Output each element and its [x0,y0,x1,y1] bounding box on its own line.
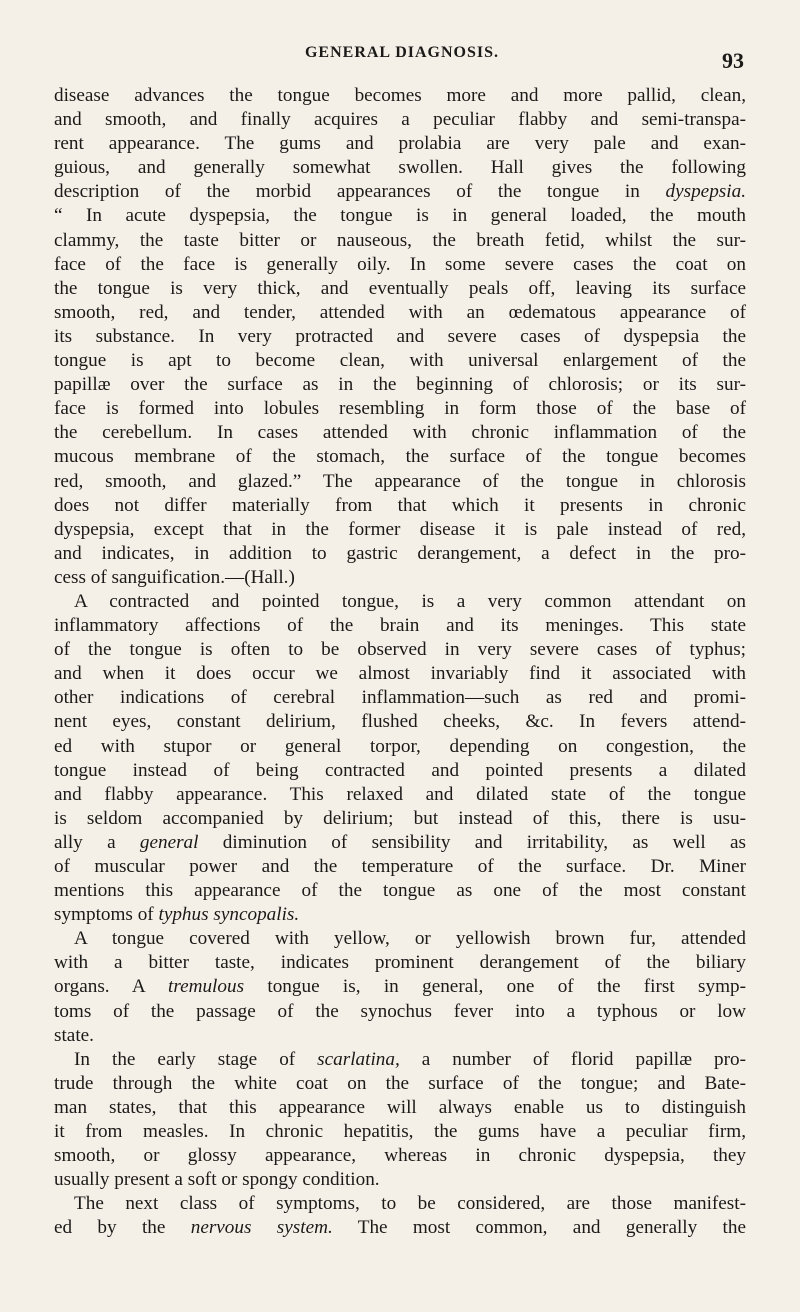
text-line [54,229,746,253]
text-run: description of the morbid appearances of the tongue in [54,181,666,203]
text-line [54,855,746,879]
text-run: with a bitter taste, indicates prominent derangement of the biliary [54,952,746,974]
page-header [60,44,744,74]
text-line [54,397,746,421]
text-run: inflammatory affections of the brain and its meninges. This state [54,615,746,637]
text-run: its substance. In very protracted and severe cases of dyspepsia the [54,325,746,347]
text-line [54,710,746,734]
text-run: it from measles. In chronic hepatitis, the gums have a peculiar firm, [54,1121,746,1143]
text-run: state. [54,1024,94,1046]
text-run: and when it does occur we almost invariably find it associated with [54,663,746,685]
text-run: ally a [54,831,140,853]
text-line [54,301,746,325]
text-line [54,1048,746,1072]
text-run: and flabby appearance. This relaxed and dilated state of the tongue [54,783,746,805]
text-run: trude through the white coat on the surface of the tongue; and Bate- [54,1072,746,1094]
text-line [54,494,746,518]
text-run: of the tongue is often to be observed in very severe cases of typhus; [54,639,746,661]
text-line [54,180,746,204]
text-line [54,373,746,397]
text-line [54,1168,746,1192]
text-line [54,879,746,903]
text-run: does not differ materially from that which it presents in chronic [54,494,746,516]
text-line [54,638,746,662]
text-run: organs. A [54,976,168,998]
text-run: and smooth, and finally acquires a peculiar flabby and semi-transpa- [54,109,746,131]
text-run: nent eyes, constant delirium, flushed cheeks, &c. In fevers attend- [54,711,746,733]
text-run: rent appearance. The gums and prolabia are very pale and exan- [54,133,746,155]
text-line [54,566,746,590]
text-run: clammy, the taste bitter or nauseous, the breath fetid, whilst the sur- [54,229,746,251]
text-run: “ In acute dyspepsia, the tongue is in general loaded, the mouth [54,205,746,227]
text-line [54,445,746,469]
text-run: usually present a soft or spongy condition. [54,1169,380,1191]
text-run: tongue is apt to become clean, with universal enlargement of the [54,350,746,372]
text-line [54,927,746,951]
text-run: ed by the [54,1217,191,1239]
text-line [54,759,746,783]
text-line [54,542,746,566]
body-text [54,84,746,1241]
text-run: red, smooth, and glazed.” The appearance of the tongue in chlorosis [54,470,746,492]
text-run: tongue is, in general, one of the first symp- [244,976,746,998]
text-run: the cerebellum. In cases attended with chronic inflammation of the [54,422,746,444]
text-line [54,590,746,614]
text-line [54,1144,746,1168]
text-run: The most common, and generally the [332,1217,746,1239]
text-run: smooth, red, and tender, attended with an œdematous appearance of [54,301,746,323]
text-line [54,831,746,855]
text-run: face is formed into lobules resembling in form those of the base of [54,398,746,420]
text-run: papillæ over the surface as in the beginning of chlorosis; or its sur- [54,374,746,396]
italic-run: general [139,831,199,853]
italic-run: scarlatina, [317,1048,400,1070]
text-run: face of the face is generally oily. In some severe cases the coat on [54,253,746,275]
text-run: tongue instead of being contracted and pointed presents a dilated [54,759,746,781]
page-number: 93 [722,48,744,73]
text-run: The next class of symptoms, to be considered, are those manifest- [74,1193,746,1215]
text-line [54,349,746,373]
text-line [54,1096,746,1120]
text-run: of muscular power and the temperature of the surface. Dr. Miner [54,856,746,877]
text-run: smooth, or glossy appearance, whereas in chronic dyspepsia, they [54,1145,746,1167]
italic-run: typhus syncopalis. [158,904,300,926]
text-line [54,1216,746,1240]
italic-run: dyspepsia. [665,181,746,203]
text-line [54,204,746,228]
text-run: mentions this appearance of the tongue as one of the most constant [54,880,746,902]
text-line [54,614,746,638]
text-line [54,470,746,494]
text-run: ed with stupor or general torpor, depending on congestion, the [54,735,746,757]
text-line [54,1072,746,1096]
text-line [54,253,746,277]
text-run: symptoms of [54,904,159,926]
text-run: cess of sanguification.—(Hall.) [54,566,295,588]
text-line [54,108,746,132]
text-line [54,1024,746,1048]
text-line [54,325,746,349]
text-line [54,132,746,156]
text-line [54,735,746,759]
text-line [54,156,746,180]
text-line [54,951,746,975]
text-run: disease advances the tongue becomes more and more pallid, clean, [54,85,746,106]
text-line [54,421,746,445]
text-run: is seldom accompanied by delirium; but instead of this, there is usu- [54,807,746,829]
italic-run: nervous system. [190,1217,333,1239]
text-line [54,1192,746,1216]
text-run: In the early stage of [74,1048,318,1070]
text-run: guious, and generally somewhat swollen. Hall gives the following [54,157,746,179]
text-run: diminution of sensibility and irritability, as well as [198,831,746,853]
text-run: mucous membrane of the stomach, the surface of the tongue becomes [54,446,746,468]
text-run: A tongue covered with yellow, or yellowish brown fur, attended [74,928,746,950]
text-run: man states, that this appearance will always enable us to distinguish [54,1096,746,1118]
text-run: A contracted and pointed tongue, is a very common attendant on [74,590,746,612]
text-line [54,1000,746,1024]
running-title: GENERAL DIAGNOSIS. [304,44,500,61]
text-line [54,783,746,807]
text-run: the tongue is very thick, and eventually peals off, leaving its surface [54,277,746,299]
italic-run: tremulous [168,976,245,998]
text-run: and indicates, in addition to gastric derangement, a defect in the pro- [54,542,746,564]
text-line [54,84,746,108]
text-run: dyspepsia, except that in the former disease it is pale instead of red, [54,518,746,540]
text-line [54,975,746,999]
text-line [54,277,746,301]
text-run: other indications of cerebral inflammation—such as red and promi- [54,687,746,709]
text-line [54,518,746,542]
text-line [54,807,746,831]
text-run: toms of the passage of the synochus fever into a typhous or low [54,1000,746,1022]
text-line [54,662,746,686]
text-line [54,686,746,710]
text-run: a number of florid papillæ pro- [399,1048,746,1070]
text-line [54,903,746,927]
text-line [54,1120,746,1144]
